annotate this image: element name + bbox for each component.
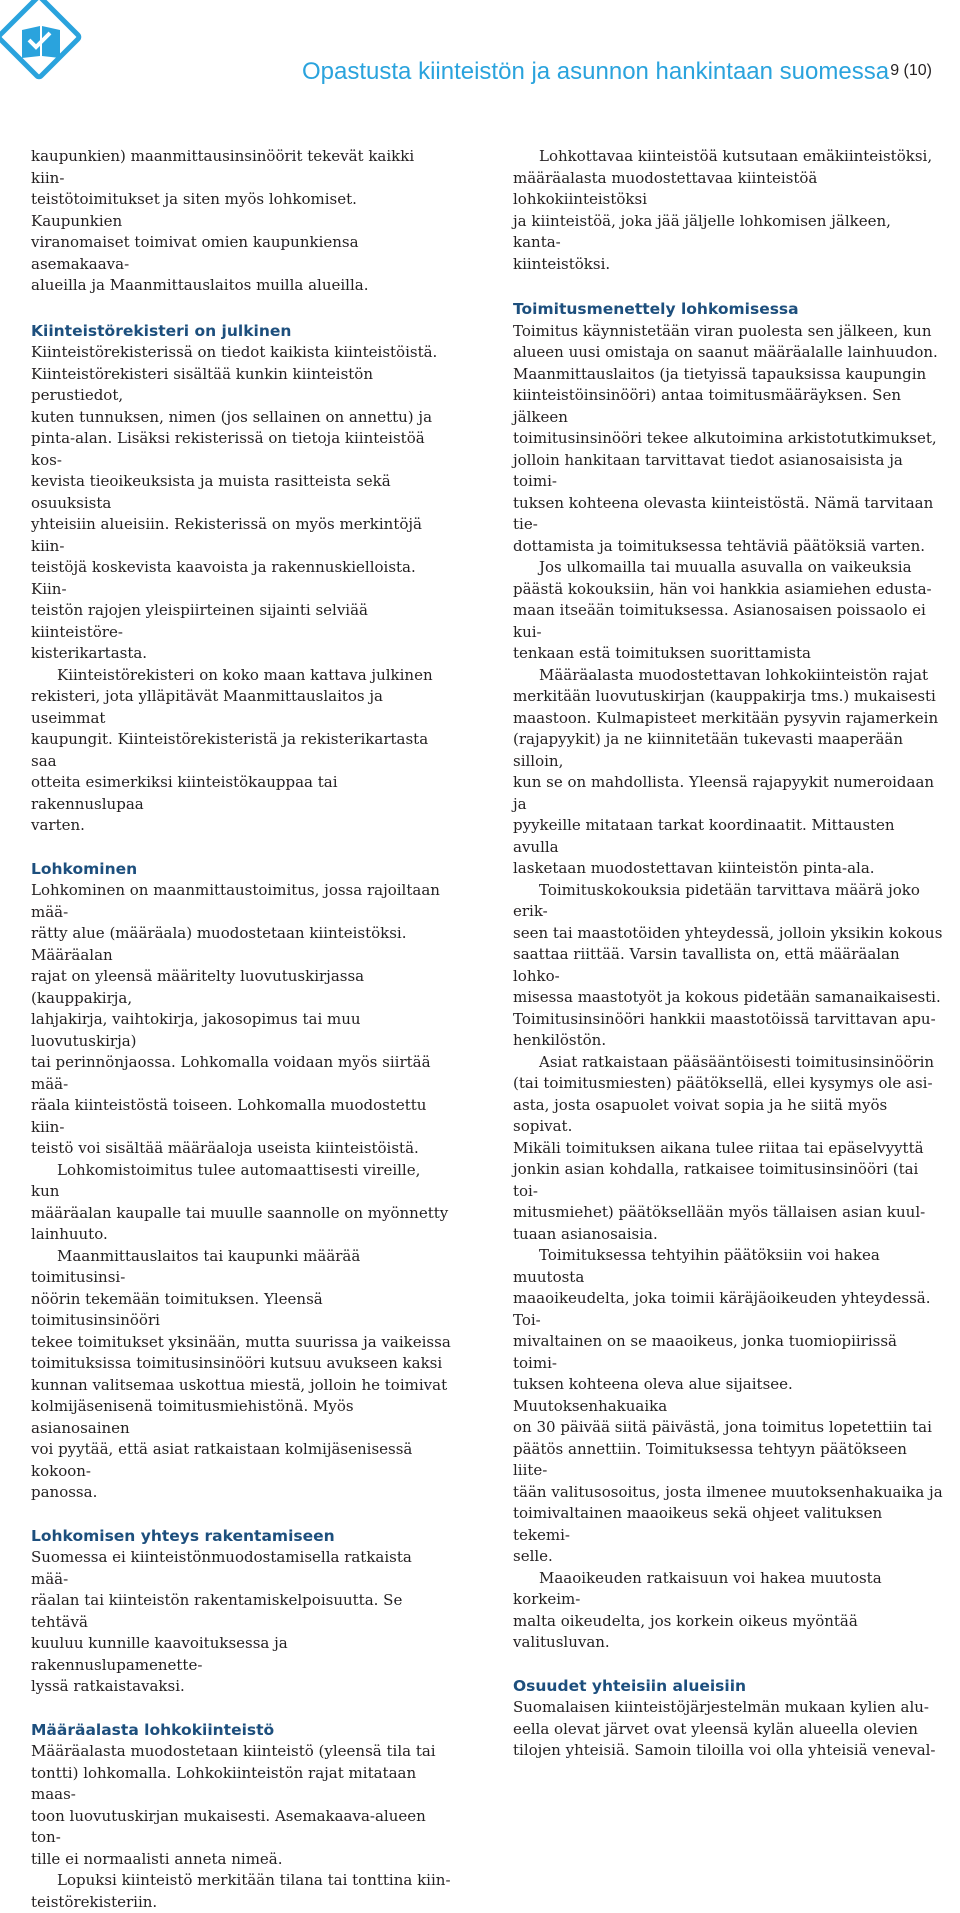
paragraph: Lopuksi kiinteistö merkitään tilana tai tonttina kiin- teistörekisteriin. <box>31 1871 451 1911</box>
document-title: Opastusta kiinteistön ja asunnon hankintaan suomessa <box>302 58 890 85</box>
paragraph: Suomessa ei kiinteistönmuodostamisella ratkaista mää- räalan tai kiinteistön rakentamiskelpoisuutta. Se tehtävä kuuluu kunnille kaavoituksessa ja rakennuslupamenette- lyssä ratkaistavaksi. <box>31 1548 412 1695</box>
section-heading-parcel-to-property: Määräalasta lohkokiinteistö <box>31 1720 275 1739</box>
paragraph: Lohkominen on maanmittaustoimitus, jossa rajoiltaan mää- rätty alue (määräala) muodostetaan kiinteistöksi. Määräalan rajat on yleensä määritelty luovutuskirjassa (kauppakirja, lahjakirja, vaihtokirja, jakosopimus tai muu luovutuskirja) tai perinnönjaossa. Lohkomalla voidaan myös siirtää mää- räala kiinteistöstä toiseen. Lohkomalla muodostettu kiin- teistö voi sisältää määräaloja useista kiinteistöistä. <box>31 881 440 1157</box>
section-heading-shared-areas: Osuudet yhteisiin alueisiin <box>513 1676 747 1695</box>
paragraph: Toimitus käynnistetään viran puolesta sen jälkeen, kun alueen uusi omistaja on saanut määräalalle lainhuudon. Maanmittauslaitos (ja tietyissä tapauksissa kaupungin kiinteistöinsinööri) antaa toimitusmääräyksen. Sen jälkeen toimitusinsinööri tekee alkutoimina arkistotutkimukset, jolloin hankitaan tarvittavat tiedot asianosaisista ja toimi- tuksen kohteena olevasta kiinteistöstä. Nämä tarvitaan tie- dottamista ja toimituksessa tehtäviä päätöksiä varten. <box>513 321 938 555</box>
paragraph: Määräalasta muodostetaan kiinteistö (yleensä tila tai tontti) lohkomalla. Lohkokiinteistön rajat mitataan maas- toon luovutuskirjan mukaisesti. Asemakaava-alueen ton- tille ei normaalisti anneta nimeä. <box>31 1742 436 1868</box>
right-column <box>513 146 943 1762</box>
book-diamond-logo-icon <box>0 0 82 82</box>
paragraph: Toimituskokouksia pidetään tarvittava määrä joko erik- seen tai maastotöiden yhteydessä, jolloin yksikin kokous saattaa riittää. Varsin tavallista on, että määräalan lohko- misessa maastotyöt ja kokous pidetään samanaikaisesti. Toimitusinsinööri hankkii maastotöissä tarvittavan apu- henkilöstön. <box>513 880 943 1049</box>
paragraph: Toimituksessa tehtyihin päätöksiin voi hakea muutosta maaoikeudelta, joka toimii käräjäoikeuden yhteydessä. Toi- mivaltainen on se maaoikeus, jonka tuomiopiirissä toimi- tuksen kohteena oleva alue sijaitsee. Muutoksenhakuaika on 30 päivää siitä päivästä, jona toimitus lopetettiin tai päätös annettiin. Toimituksessa tehtyyn päätökseen liite- tään valitusosoitus, josta ilmenee muutoksenhakuaika ja toimivaltainen maaoikeus sekä ohjeet valituksen tekemi- selle. <box>513 1246 943 1565</box>
paragraph: Maaoikeuden ratkaisuun voi hakea muutosta korkeim- malta oikeudelta, jos korkein oikeus myöntää valitusluvan. <box>513 1568 882 1651</box>
page-number: 9 (10) <box>890 62 932 79</box>
paragraph: Lohkomistoimitus tulee automaattisesti vireille, kun määräalan kaupalle tai muulle saannolle on myönnetty lainhuuto. <box>31 1160 449 1243</box>
paragraph: Suomalaisen kiinteistöjärjestelmän mukaan kylien alu- eella olevat järvet ovat yleensä kylän alueella olevien tilojen yhteisiä. Samoin tiloilla voi olla yhteisiä veneval- <box>513 1698 936 1759</box>
paragraph: Lohkottavaa kiinteistöä kutsutaan emäkiinteistöksi, määräalasta muodostettavaa kiinteistöä lohkokiinteistöksi ja kiinteistöä, joka jää jäljelle lohkomisen jälkeen, kanta- kiinteistöksi. <box>513 147 933 273</box>
paragraph: Kiinteistörekisteri on koko maan kattava julkinen rekisteri, jota ylläpitävät Maanmittauslaitos ja useimmat kaupungit. Kiinteistörekisteristä ja rekisterikartasta saa otteita esimerkiksi kiinteistökauppaa tai rakennuslupaa varten. <box>31 665 433 834</box>
section-heading-procedure: Toimitusmenettely lohkomisessa <box>513 300 799 318</box>
paragraph: Määräalasta muodostettavan lohkokiinteistön rajat merkitään luovutuskirjan (kauppakirja tms.) mukaisesti maastoon. Kulmapisteet merkitään pysyvin rajamerkein (rajapyykit) ja ne kiinnitetään tukevasti maaperään silloin, kun se on mahdollista. Yleensä rajapyykit numeroidaan ja pyykeille mitataan tarkat koordinaatit. Mittausten avulla lasketaan muodostettavan kiinteistön pinta-ala. <box>513 665 939 877</box>
paragraph: Maanmittauslaitos tai kaupunki määrää toimitusinsi- nöörin tekemään toimituksen. Yleensä toimitusinsinööri tekee toimitukset yksinään, mutta suurissa ja vaikeissa toimituksissa toimitusinsinööri kutsuu avukseen kaksi kunnan valitsemaa uskottua miestä, jolloin he toimivat kolmijäsenisenä toimitusmiehistönä. Myös asianosainen voi pyytää, että asiat ratkaistaan kolmijäsenisessä kokoon- panossa. <box>31 1246 451 1501</box>
paragraph: Jos ulkomailla tai muualla asuvalla on vaikeuksia päästä kokouksiin, hän voi hankkia asiamiehen edusta- maan itseään toimituksessa. Asianosaisen poissaolo ei kui- tenkaan estä toimituksen suorittamista <box>513 558 932 662</box>
left-column <box>31 146 451 1913</box>
section-heading-building-relation: Lohkomisen yhteys rakentamiseen <box>31 1526 335 1545</box>
paragraph: Asiat ratkaistaan pääsääntöisesti toimitusinsinöörin (tai toimitusmiesten) päätöksellä, ellei kysymys ole asi- asta, josta osapuolet voivat sopia ja he siitä myös sopivat. Mikäli toimituksen aikana tulee riitaa tai epäselvyyttä jonkin asian kohdalla, ratkaisee toimitusinsinööri (tai toi- mitusmiehet) päätöksellään myös tällaisen asian kuul- tuaan asianosaisia. <box>513 1052 935 1243</box>
paragraph: kaupunkien) maanmittausinsinöörit tekevät kaikki kiin- teistötoimitukset ja siten myös lohkomiset. Kaupunkien viranomaiset toimivat omien kaupunkiensa asemakaava- alueilla ja Maanmittauslaitos muilla alueilla. <box>31 147 415 294</box>
section-heading-lohkominen: Lohkominen <box>31 859 138 878</box>
paragraph: Kiinteistörekisterissä on tiedot kaikista kiinteistöistä. Kiinteistörekisteri sisältää kunkin kiinteistön perustiedot, kuten tunnuksen, nimen (jos sellainen on annettu) ja pinta-alan. Lisäksi rekisterissä on tietoja kiinteistöä kos- kevista tieoikeuksista ja muista rasitteista sekä osuuksista yhteisiin alueisiin. Rekisterissä on myös merkintöjä kiin- teistöjä koskevista kaavoista ja rakennuskielloista. Kiin- teistön rajojen yleispiirteinen sijainti selviää kiinteistöre- kisterikartasta. <box>31 343 438 662</box>
section-heading-register-public: Kiinteistörekisteri on julkinen <box>31 321 292 340</box>
